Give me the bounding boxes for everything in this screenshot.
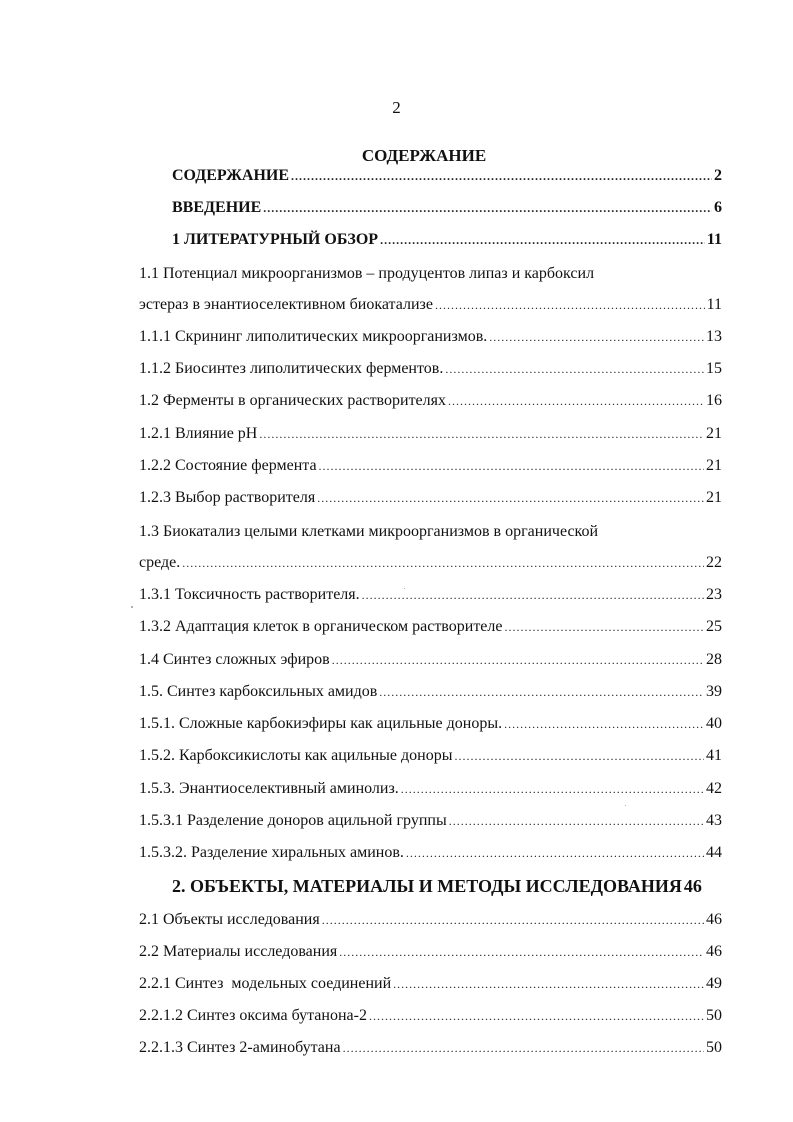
toc-entry-title: 1.5.3. Энантиоселективный аминолиз. <box>139 780 399 797</box>
leader-dots <box>317 492 704 504</box>
page-number: 2 <box>392 98 401 117</box>
toc-entry-title: 1.5.3.2. Разделение хиральных аминов. <box>139 844 404 861</box>
toc-entry-title: 1.2.3 Выбор растворителя <box>139 489 316 506</box>
toc-entry-title: 1.1.1 Скрининг липолитических микроорганизмов. <box>139 328 488 345</box>
leader-dots <box>380 234 705 246</box>
toc-entry[interactable] <box>139 912 722 928</box>
toc-entry-page: 46 <box>683 876 702 896</box>
toc-entry-page: 6 <box>714 199 722 216</box>
leader-dots <box>401 783 704 795</box>
toc-entry[interactable] <box>139 976 722 992</box>
toc-entry[interactable] <box>139 1040 722 1056</box>
toc-entry[interactable] <box>139 781 722 797</box>
toc-entry-title: 1.1.2 Биосинтез липолитических ферментов. <box>139 360 444 377</box>
leader-dots <box>259 428 704 440</box>
toc-entry[interactable] <box>139 684 722 700</box>
leader-dots <box>343 1042 704 1054</box>
toc-entry-literature-review[interactable] <box>172 232 722 248</box>
leader-dots <box>263 202 712 214</box>
toc-entry-title: 2.2.1.3 Синтез 2-аминобутана <box>139 1039 341 1056</box>
leader-dots <box>448 395 704 407</box>
leader-dots <box>322 914 704 926</box>
leader-dots <box>393 978 704 990</box>
scan-speck <box>131 606 133 608</box>
toc-entry-title: 1.5. Синтез карбоксильных амидов <box>139 683 378 700</box>
toc-entry-page: 21 <box>706 425 722 442</box>
toc-entry[interactable] <box>139 329 722 345</box>
toc-entry-page: 39 <box>706 683 722 700</box>
toc-entry[interactable] <box>139 845 722 861</box>
toc-entry[interactable] <box>139 426 722 442</box>
leader-dots <box>435 299 705 311</box>
toc-entry[interactable] <box>139 393 722 409</box>
leader-dots <box>291 170 712 182</box>
leader-dots <box>339 946 704 958</box>
leader-dots <box>445 363 704 375</box>
scan-speck <box>625 805 626 806</box>
toc-entry-title: 1.4 Синтез сложных эфиров <box>139 651 330 668</box>
toc-entry-page: 40 <box>706 715 722 732</box>
leader-dots <box>489 331 704 343</box>
toc-entry[interactable] <box>139 944 722 960</box>
leader-dots <box>369 1010 704 1022</box>
toc-entry[interactable] <box>139 555 722 571</box>
toc-entry-introduction[interactable] <box>172 200 722 216</box>
toc-entry[interactable] <box>139 748 722 764</box>
toc-entry-title: 2.2.1.2 Синтез оксима бутанона-2 <box>139 1007 367 1024</box>
toc-entry[interactable] <box>139 361 722 377</box>
toc-entry[interactable] <box>139 716 722 732</box>
leader-dots <box>505 621 705 633</box>
toc-entry-page: 25 <box>706 618 722 635</box>
toc-entry[interactable] <box>139 652 722 668</box>
toc-entry-title: 1.2 Ферменты в органических растворителях <box>139 392 446 409</box>
toc-entry-title: 1.3.1 Токсичность растворителя. <box>139 586 360 603</box>
toc-entry-page: 46 <box>706 943 722 960</box>
toc-entry-page: 16 <box>706 392 722 409</box>
toc-entry-title: ВВЕДЕНИЕ <box>172 199 262 216</box>
toc-entry-page: 42 <box>706 780 722 797</box>
toc-entry-title: 1 ЛИТЕРАТУРНЫЙ ОБЗОР <box>172 231 379 248</box>
leader-dots <box>454 750 704 762</box>
toc-entry-page: 21 <box>706 457 722 474</box>
toc-entry[interactable] <box>139 458 722 474</box>
toc-entry-title: 2.1 Объекты исследования <box>139 911 320 928</box>
toc-entry-page: 28 <box>706 651 722 668</box>
toc-entry-title: среде. <box>139 554 181 571</box>
toc-entry-title: 1.2.2 Состояние фермента <box>139 457 317 474</box>
toc-entry-contents[interactable] <box>172 168 722 184</box>
toc-entry[interactable] <box>139 587 722 603</box>
toc-entry-title: СОДЕРЖАНИЕ <box>172 167 290 184</box>
toc-entry-page: 44 <box>706 844 722 861</box>
toc-entry-title: 2.2 Материалы исследования <box>139 943 338 960</box>
leader-dots <box>406 847 704 859</box>
toc-entry-chapter-2[interactable] <box>172 877 722 895</box>
toc-entry-title: 2. ОБЪЕКТЫ, МАТЕРИАЛЫ И МЕТОДЫ ИССЛЕДОВАНИЯ <box>172 876 682 896</box>
toc-entry-page: 11 <box>706 231 722 248</box>
leader-dots <box>182 557 704 569</box>
leader-dots <box>362 589 704 601</box>
toc-entry-page: 2 <box>714 167 722 184</box>
toc-heading: СОДЕРЖАНИЕ <box>361 146 487 165</box>
toc-entry[interactable] <box>139 297 722 313</box>
toc-entry-page: 41 <box>706 747 722 764</box>
toc-entry[interactable] <box>139 1008 722 1024</box>
toc-entry-title: 2.2.1 Синтез модельных соединений <box>139 975 392 992</box>
toc-entry-page: 23 <box>706 586 722 603</box>
toc-entry-page: 13 <box>706 328 722 345</box>
toc-entry[interactable] <box>139 619 722 635</box>
toc-entry-title: 1.5.2. Карбоксикислоты как ацильные доноры <box>139 747 453 764</box>
leader-dots <box>332 654 704 666</box>
leader-dots <box>449 815 704 827</box>
toc-entry-title: 1.5.3.1 Разделение доноров ацильной группы <box>139 812 447 829</box>
toc-entry-page: 22 <box>706 554 722 571</box>
toc-entry-page: 50 <box>706 1039 722 1056</box>
toc-entry-title-line1: 1.1 Потенциал микроорганизмов – продуцентов липаз и карбоксил <box>139 265 595 282</box>
toc-entry-page: 50 <box>706 1007 722 1024</box>
toc-entry-page: 15 <box>706 360 722 377</box>
toc-entry-page: 11 <box>706 296 722 313</box>
scan-speck <box>404 588 405 589</box>
toc-entry[interactable] <box>139 490 722 506</box>
toc-entry-page: 43 <box>706 812 722 829</box>
toc-entry-title-line1: 1.3 Биокатализ целыми клетками микроорганизмов в органической <box>139 523 599 540</box>
leader-dots <box>379 686 704 698</box>
toc-entry-page: 21 <box>706 489 722 506</box>
toc-entry-title: 1.5.1. Сложные карбокиэфиры как ацильные доноры. <box>139 715 503 732</box>
toc-entry[interactable] <box>139 813 722 829</box>
toc-entry-title: 1.2.1 Влияние pH <box>139 425 258 442</box>
toc-entry-title: эстераз в энантиоселективном биокатализе <box>139 296 433 313</box>
leader-dots <box>319 460 704 472</box>
toc-entry-title: 1.3.2 Адаптация клеток в органическом растворителе <box>139 618 503 635</box>
leader-dots <box>504 718 704 730</box>
toc-entry-page: 46 <box>706 911 722 928</box>
toc-entry-page: 49 <box>706 975 722 992</box>
